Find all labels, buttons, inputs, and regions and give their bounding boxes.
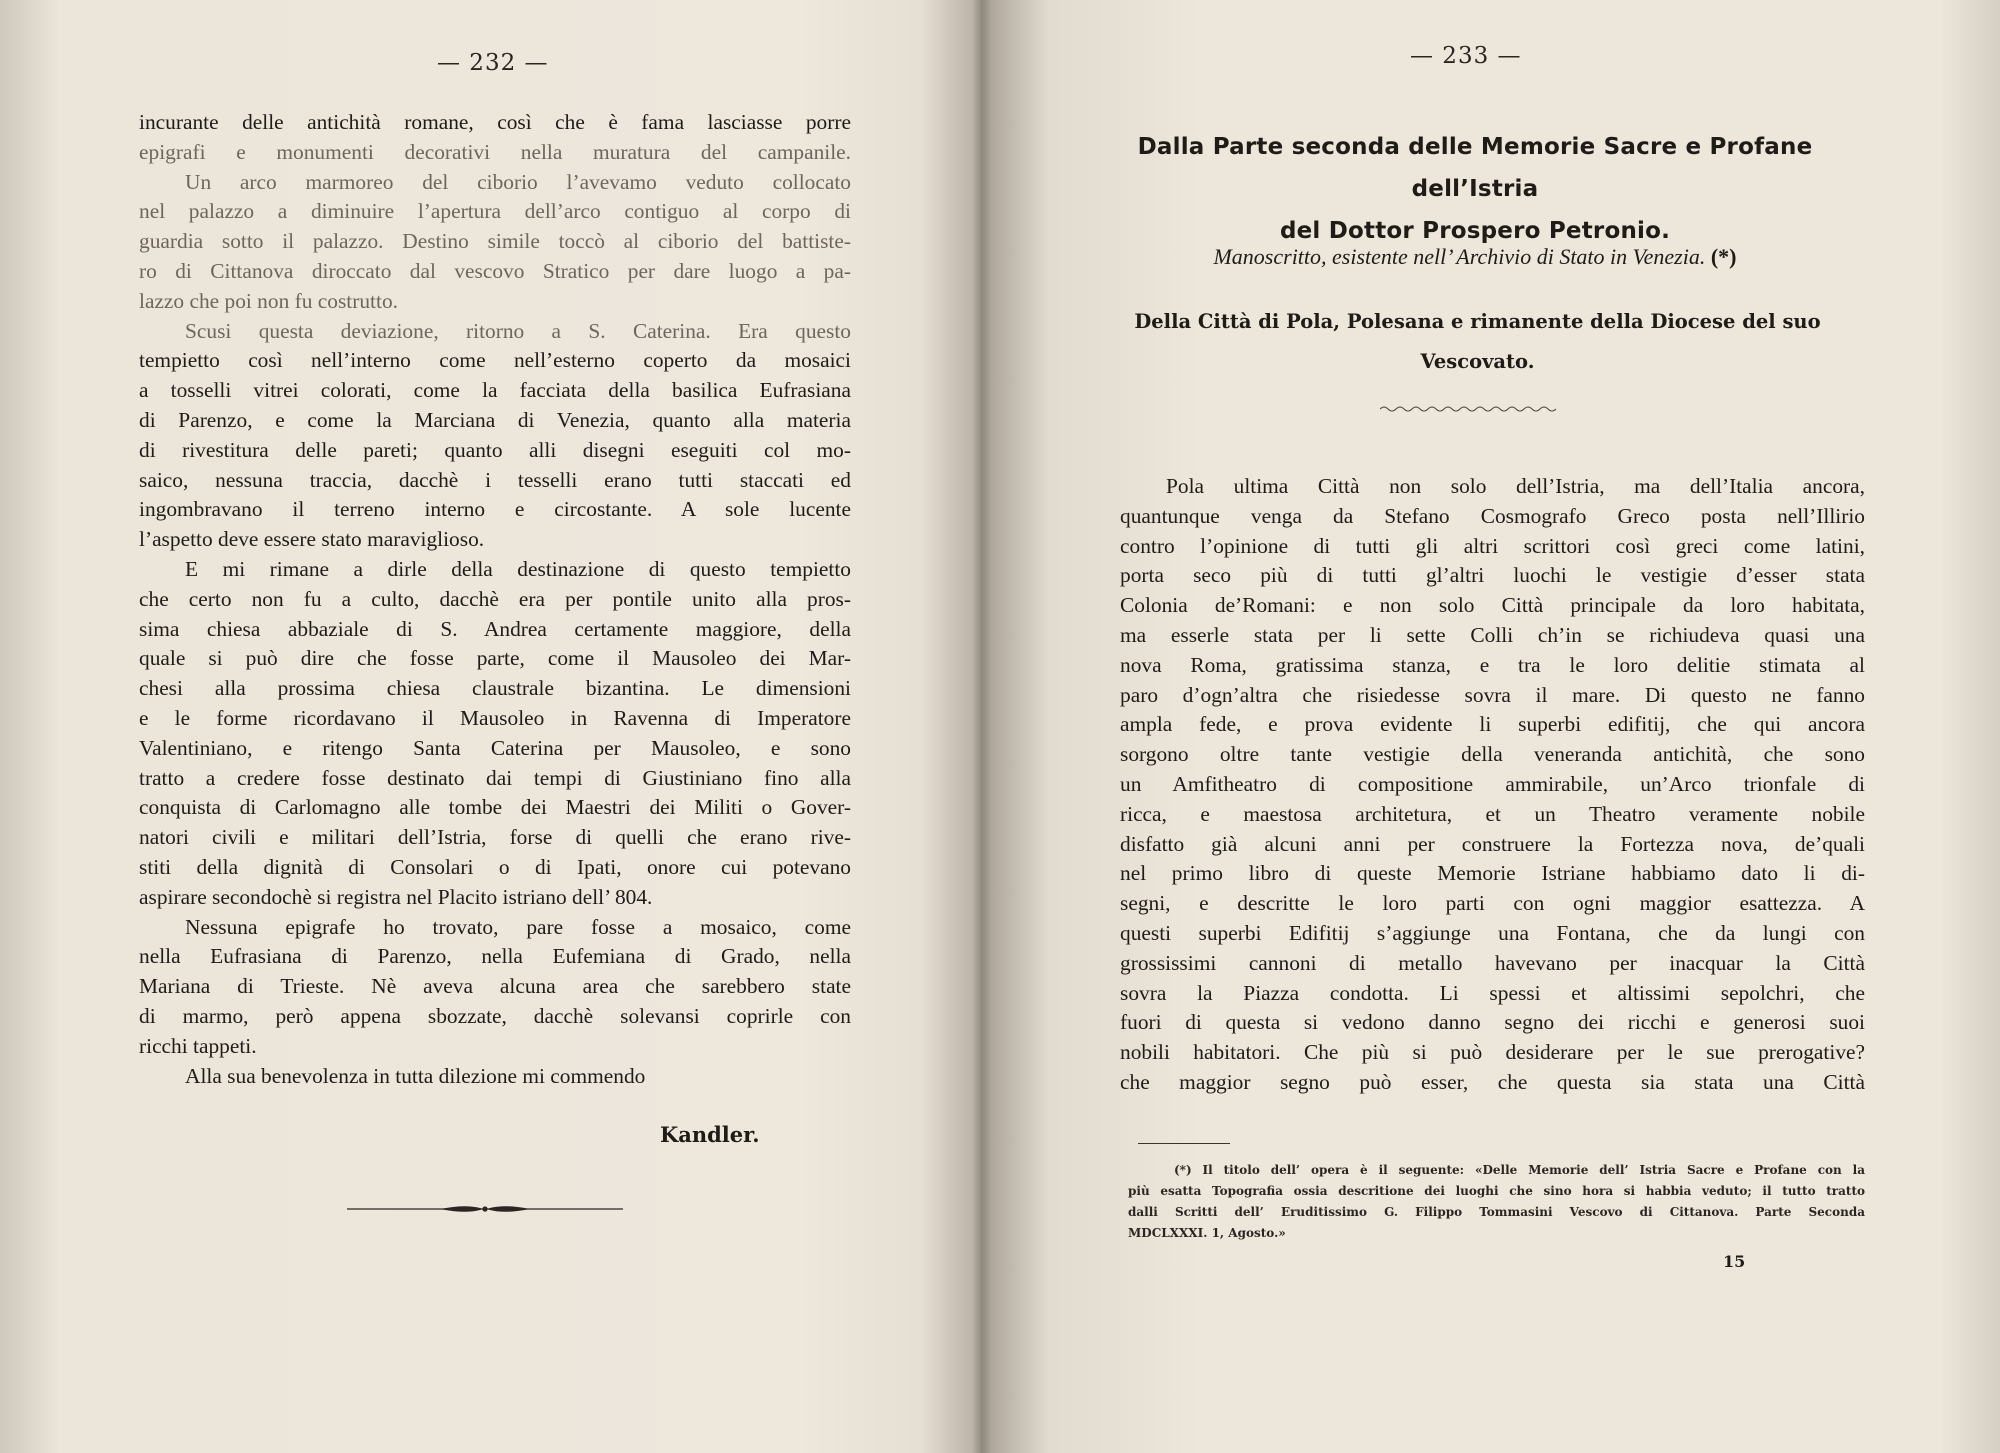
footnote-line: (*) Il titolo dell’ opera è il seguente: «Delle Memorie dell’ Istria Sacre e Profane con la [1174,1163,1865,1177]
text-line: natori civili e militari dell’Istria, forse di quelli che erano rive- [139,825,851,850]
footnote-rule [1138,1143,1230,1144]
text-line: saico, nessuna traccia, dacchè i tesselli erano tutti staccati ed [139,467,851,492]
text-line: Un arco marmoreo del ciborio l’avevamo veduto collocato [185,169,851,194]
text-line: nel palazzo a diminuire l’apertura dell’arco contiguo al corpo di [139,199,851,224]
subtitle [1095,244,1855,270]
subtitle-text: Manoscritto, esistente nell’ Archivio di Stato in Venezia. [1213,244,1706,269]
text-line: quale si può dire che fosse parte, come il Mausoleo dei Mar- [139,646,851,671]
footnote [1128,1160,1865,1244]
text-line: a tosselli vitrei colorati, come la facciata della basilica Eufrasiana [139,378,851,403]
text-line: nel primo libro di queste Memorie Istriane habbiamo dato li di- [1120,861,1865,886]
text-line: nova Roma, gratissima stanza, e tra le loro delitie stimata al [1120,652,1865,677]
text-line: guardia sotto il palazzo. Destino simile toccò al ciborio del battiste- [139,229,851,254]
text-line: di marmo, però appena sbozzate, dacchè solevansi coprirle con [139,1003,851,1028]
section-line: Vescovato. [1420,350,1535,373]
text-line: e le forme ricordavano il Mausoleo in Ravenna di Imperatore [139,705,851,730]
text-line: sima chiesa abbaziale di S. Andrea certamente maggiore, della [139,616,851,641]
text-line: Nessuna epigrafe ho trovato, pare fosse a mosaico, come [185,914,851,939]
text-line: Mariana di Trieste. Nè aveva alcuna area che sarebbero state [139,974,851,999]
page-number: — 233 — [1410,43,1522,69]
end-ornament [345,1202,625,1216]
text-line: Alla sua benevolenza in tutta dilezione mi commendo [185,1063,646,1088]
footnote-line: più esatta Topografia ossia descritione dei luoghi che sino hora si habbia veduto; il tutto tratto [1128,1184,1865,1198]
text-line: contro l’opinione di tutti gli altri scrittori così greci come latini, [1120,533,1865,558]
text-line: l’aspetto deve essere stato maraviglioso. [139,527,485,552]
text-line: ro di Cittanova diroccato dal vescovo Straticο per dare luogo a pa- [139,258,851,283]
text-line: nella Eufrasiana di Parenzo, nella Eufemiana di Grado, nella [139,944,851,969]
text-line: tempietto così nell’interno come nell’esterno coperto da mosaici [139,348,851,373]
text-line: ricca, e maestosa architetura, et un Theatro veramente nobile [1120,801,1865,826]
text-line: ingombravano il terreno interno e circostante. A sole lucente [139,497,851,522]
footnote-line: MDCLXXXI. 1, Agosto.» [1128,1226,1286,1240]
right-page [975,0,2000,1453]
text-line: tratto a credere fosse destinato dai tempi di Giustiniano fino alla [139,765,851,790]
text-line: epigrafi e monumenti decorativi nella muratura del campanile. [139,139,851,164]
text-line: segni, e descritte le loro parti con ogni maggior esattezza. A [1120,891,1865,916]
text-line: questi superbi Edifitij s’aggiunge una Fontana, che da lungi con [1120,920,1865,945]
text-line: Pola ultima Città non solo dell’Istria, ma dell’Italia ancora, [1166,474,1865,498]
section-line: Della Città di Pola, Polesana e rimanente della Diocese del suo [1134,310,1821,333]
text-line: Scusi questa deviazione, ritorno a S. Caterina. Era questo [185,318,851,343]
text-line: porta seco più di tutti gl’altri luochi le vestigie d’esser stata [1120,563,1865,588]
text-line: Valentiniano, e ritengo Santa Caterina per Mausoleo, e sono [139,735,851,760]
right-body-text [1120,472,1865,1098]
text-line: ampla fede, e prova evidente li superbi edifitij, che qui ancora [1120,712,1865,737]
text-line: nobili habitatori. Che più si può desiderare per le sue prerogative? [1120,1040,1865,1065]
text-line: ricchi tappeti. [139,1033,257,1058]
text-line: stiti della dignità di Consolari o di Ipati, onore cui potevano [139,854,851,879]
text-line: E mi rimane a dirle della destinazione di questo tempietto [185,556,851,581]
text-line: che certo non fu a culto, dacchè era per pontile unito alla pros- [139,586,851,611]
signature-mark: 15 [1723,1252,1746,1271]
section-title [1090,302,1865,382]
left-body-text [139,108,851,1091]
text-line: sovra la Piazza condotta. Li spessi et altissimi sepolchri, che [1120,980,1865,1005]
text-line: disfatto già alcuni anni per construere la Fortezza nova, de’quali [1120,831,1865,856]
page-number: — 232 — [437,50,549,76]
footnote-marker: (*) [1710,244,1737,269]
text-line: un Amfitheatro di compositione ammirabile, un’Arco trionfale di [1120,771,1865,796]
text-line: chesi alla prossima chiesa claustrale bizantina. Le dimensioni [139,676,851,701]
text-line: aspirare secondochè si registra nel Placito istriano dell’ 804. [139,884,653,909]
text-line: sorgono oltre tante vestigie della veneranda antichità, che sono [1120,742,1865,767]
text-line: di rivestitura delle pareti; quanto alli disegni eseguiti col mo- [139,437,851,462]
text-line: conquista di Carlomagno alle tombe dei Maestri dei Militi o Gover- [139,795,851,820]
text-line: paro d’ogn’altra che risiedesse sovra il mare. Di questo ne fanno [1120,682,1865,707]
text-line: di Parenzo, e come la Marciana di Venezia, quanto alla materia [139,407,851,432]
text-line: Colonia de’Romani: e non solo Città principale da loro habitata, [1120,593,1865,618]
signature: Kandler. [660,1122,760,1147]
wavy-divider [1380,403,1560,415]
title-line: Dalla Parte seconda delle Memorie Sacre e Profane dell’Istria [1137,134,1813,202]
chapter-title [1095,126,1855,252]
footnote-line: dalli Scritti dell’ Eruditissimo G. Filippo Tommasini Vescovo di Cittanova. Parte Seconda [1128,1205,1865,1219]
text-line: fuori di questa si vedono danno segno dei ricchi e generosi suoi [1120,1010,1865,1035]
text-line: grossissimi cannoni di metallo havevano per inacquar la Città [1120,950,1865,975]
text-line: che maggior segno può esser, che questa sia stata una Città [1120,1069,1865,1094]
text-line: quantunque venga da Stefano Cosmografo Greco posta nell’Illirio [1120,503,1865,528]
text-line: incurante delle antichità romane, così che è fama lasciasse porre [139,110,851,134]
left-page [0,0,975,1453]
text-line: ma esserle stata per li sette Colli ch’in se richiudeva quasi una [1120,622,1865,647]
title-line: del Dottor Prospero Petronio. [1279,218,1671,244]
text-line: lazzo che poi non fu costrutto. [139,288,398,313]
